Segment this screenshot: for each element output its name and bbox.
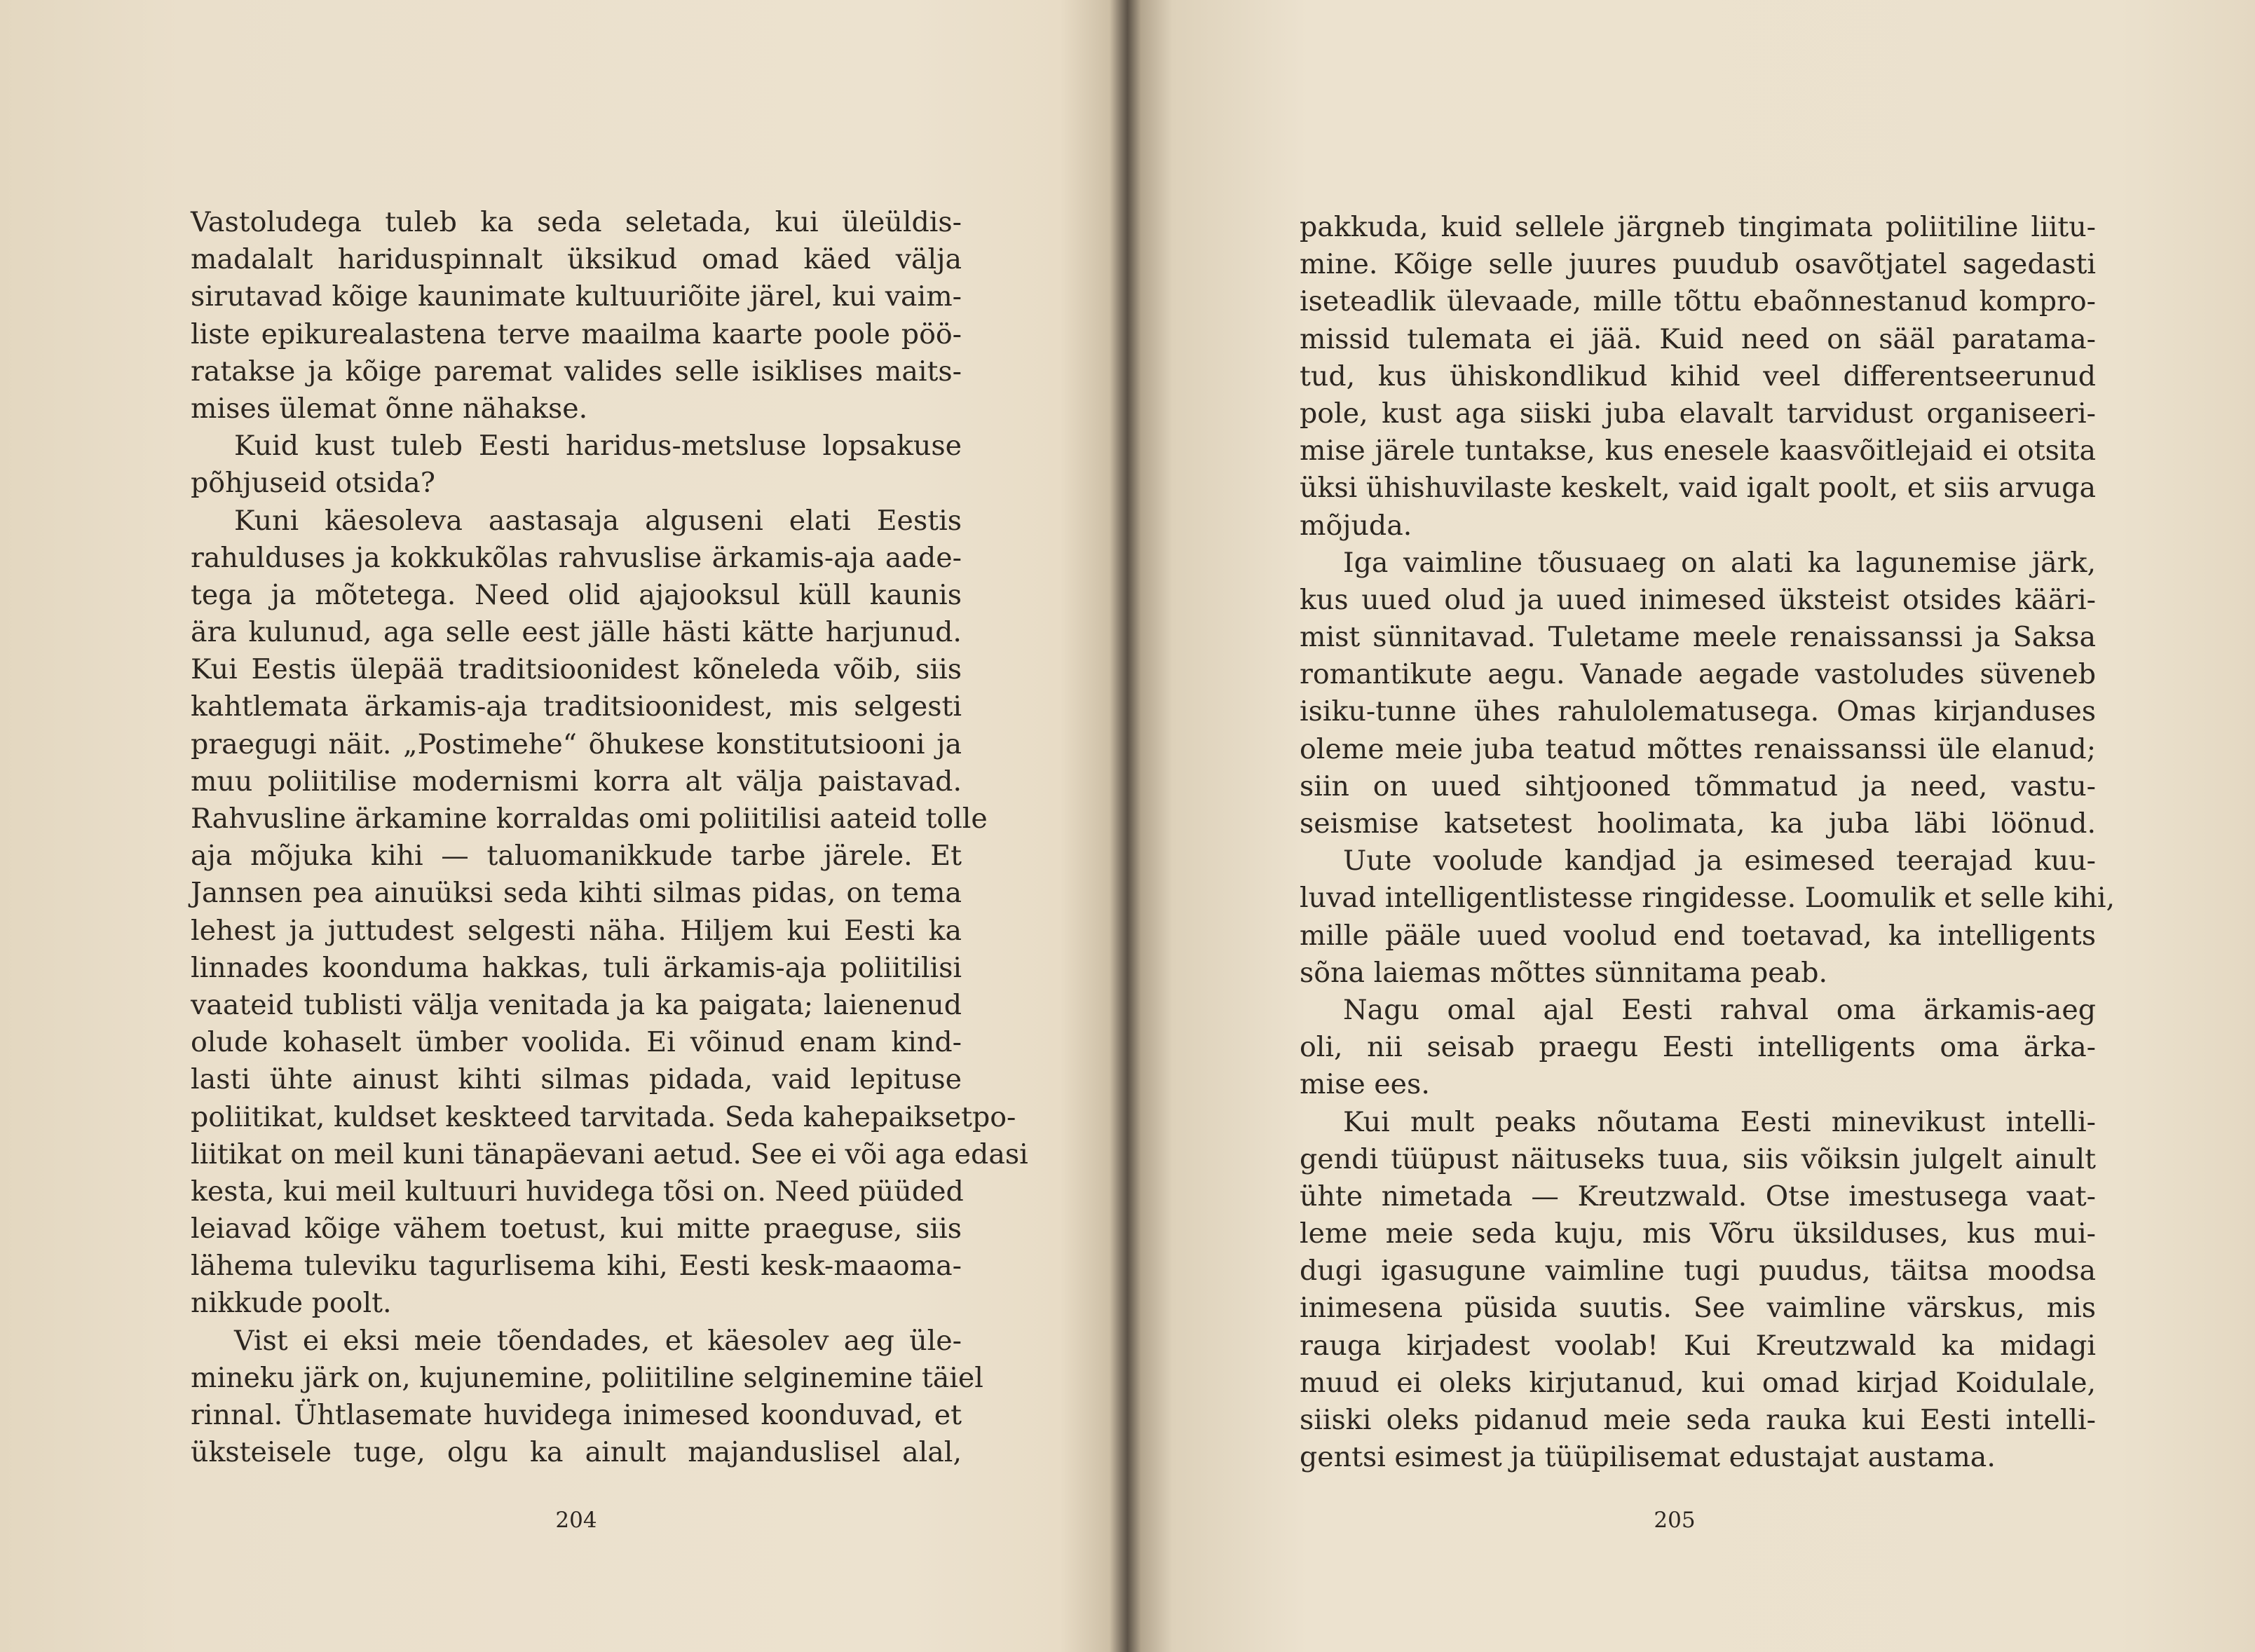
text-line: ühte nimetada — Kreutzwald. Otse imestusega vaat- (1300, 1180, 2096, 1213)
right-page (1126, 0, 2255, 1652)
text-line: lehest ja juttudest selgesti näha. Hiljem kui Eesti ka (191, 914, 962, 947)
text-line: üksteisele tuge, olgu ka ainult majanduslisel alal, (191, 1436, 962, 1469)
text-line: leme meie seda kuju, mis Võru üksilduses, kus mui- (1300, 1217, 2096, 1250)
text-line: sirutavad kõige kaunimate kultuuriõite järel, kui vaim- (191, 280, 962, 313)
text-line: Rahvusline ärkamine korraldas omi poliitilisi aateid tolle (191, 803, 988, 835)
text-line: rahulduses ja kokkukõlas rahvuslise ärkamis-aja aade- (191, 541, 962, 574)
text-line: luvad intelligentlistesse ringidesse. Loomulik et selle kihi, (1300, 882, 2116, 915)
text-line: Kui mult peaks nõutama Eesti minevikust intelli- (1343, 1105, 2096, 1138)
text-line: poliitikat, kuldset keskteed tarvitada. Seda kahepaiksetpo- (191, 1100, 1016, 1133)
text-line: gendi tüüpust näituseks tuua, siis võiksin julgelt ainult (1300, 1142, 2096, 1175)
text-line: vaateid tublisti välja venitada ja ka paigata; laienenud (191, 988, 962, 1021)
text-line: lasti ühte ainust kihti silmas pidada, vaid lepituse (191, 1063, 962, 1096)
text-line: pakkuda, kuid sellele järgneb tingimata poliitiline liitu- (1300, 211, 2096, 243)
right-page-text (1300, 209, 2116, 1476)
text-line: iseteadlik ülevaade, mille tõttu ebaõnnestanud kompro- (1300, 285, 2096, 318)
text-line: oleme meie juba teatud mõttes renaissanssi üle elanud; (1300, 732, 2096, 765)
text-line: gentsi esimest ja tüüpilisemat edustajat austama. (1300, 1441, 1996, 1474)
text-line: Kui Eestis ülepää traditsioonidest kõneleda võib, siis (191, 653, 962, 686)
text-line: siin on uued sihtjooned tõmmatud ja need, vastu- (1300, 770, 2096, 803)
text-line: mise ees. (1300, 1068, 1430, 1101)
page-number: 205 (1654, 1508, 1696, 1533)
text-line: mist sünnitavad. Tuletame meele renaissanssi ja Saksa (1300, 621, 2096, 654)
text-line: isiku-tunne ühes rahulolematusega. Omas kirjanduses (1300, 695, 2096, 728)
text-line: leiavad kõige vähem toetust, kui mitte praeguse, siis (191, 1213, 962, 1245)
text-line: praegugi näit. „Postimehe“ õhukese konstitutsiooni ja (191, 728, 962, 760)
text-line: rinnal. Ühtlasemate huvidega inimesed koonduvad, et (191, 1399, 962, 1431)
text-line: nikkude poolt. (191, 1287, 392, 1320)
text-line: ratakse ja kõige paremat valides selle isiklises maits- (191, 355, 962, 388)
text-line: muud ei oleks kirjutanud, kui omad kirjad Koidulale, (1300, 1366, 2096, 1399)
text-line: Jannsen pea ainuüksi seda kihti silmas pidas, on tema (191, 877, 962, 910)
text-line: mõjuda. (1300, 509, 1412, 542)
text-line: Nagu omal ajal Eesti rahval oma ärkamis-aeg (1343, 993, 2096, 1026)
text-line: oli, nii seisab praegu Eesti intelligents oma ärka- (1300, 1031, 2096, 1064)
text-line: missid tulemata ei jää. Kuid need on sääl paratama- (1300, 322, 2096, 355)
text-line: rauga kirjadest voolab! Kui Kreutzwald ka midagi (1300, 1329, 2096, 1362)
text-line: Kuid kust tuleb Eesti haridus-metsluse lopsakuse (234, 430, 962, 463)
text-line: mises ülemat õnne nähakse. (191, 392, 588, 425)
text-line: mineku järk on, kujunemine, poliitiline selginemine täiel (191, 1361, 983, 1394)
text-line: tega ja mõtetega. Need olid ajajooksul küll kaunis (191, 578, 962, 611)
text-line: kus uued olud ja uued inimesed üksteist otsides kääri- (1300, 583, 2096, 616)
text-line: muu poliitilise modernismi korra alt välja paistavad. (191, 765, 962, 798)
page-number: 204 (555, 1508, 597, 1533)
text-line: liste epikurealastena terve maailma kaarte poole pöö- (191, 318, 962, 350)
text-line: Kuni käesoleva aastasaja alguseni elati Eestis (234, 504, 962, 537)
text-line: sõna laiemas mõttes sünnitama peab. (1300, 956, 1828, 989)
text-line: ära kulunud, aga selle eest jälle hästi kätte harjunud. (191, 616, 962, 649)
text-line: põhjuseid otsida? (191, 467, 435, 500)
text-line: dugi igasugune vaimline tugi puudus, täitsa moodsa (1300, 1255, 2096, 1288)
text-line: tud, kus ühiskondlikud kihid veel differentseerunud (1300, 360, 2096, 392)
text-line: üksi ühishuvilaste keskelt, vaid igalt poolt, et siis arvuga (1300, 472, 2096, 505)
text-line: aja mõjuka kihi — taluomanikkude tarbe järele. Et (191, 840, 962, 873)
text-line: Iga vaimline tõusuaeg on alati ka lagunemise järk, (1343, 546, 2096, 579)
text-line: Vastoludega tuleb ka seda seletada, kui üleüldis- (191, 206, 962, 238)
text-line: olude kohaselt ümber voolida. Ei võinud enam kind- (191, 1026, 962, 1059)
text-line: liitikat on meil kuni tänapäevani aetud. See ei või aga edasi (191, 1138, 1028, 1170)
text-line: mine. Kõige selle juures puudub osavõtjatel sagedasti (1300, 248, 2096, 281)
left-page (0, 0, 1126, 1652)
text-line: Vist ei eksi meie tõendades, et käesolev aeg üle- (234, 1324, 962, 1357)
text-line: romantikute aegu. Vanade aegade vastoludes süveneb (1300, 658, 2096, 691)
left-page-text (191, 204, 1028, 1471)
text-line: Uute voolude kandjad ja esimesed teerajad kuu- (1343, 845, 2096, 878)
text-line: siiski oleks pidanud meie seda rauka kui Eesti intelli- (1300, 1404, 2096, 1436)
text-line: lähema tuleviku tagurlisema kihi, Eesti kesk-maaoma- (191, 1250, 962, 1283)
text-line: mille pääle uued voolud end toetavad, ka intelligents (1300, 919, 2096, 952)
text-line: pole, kust aga siiski juba elavalt tarvidust organiseeri- (1300, 397, 2096, 430)
text-line: seismise katsetest hoolimata, ka juba läbi löönud. (1300, 807, 2096, 840)
text-line: kahtlemata ärkamis-aja traditsioonidest, mis selgesti (191, 690, 962, 723)
text-line: kesta, kui meil kultuuri huvidega tõsi on. Need püüded (191, 1175, 964, 1208)
text-line: inimesena püsida suutis. See vaimline värskus, mis (1300, 1292, 2096, 1325)
text-line: madalalt hariduspinnalt üksikud omad käed välja (191, 243, 962, 276)
text-line: mise järele tuntakse, kus enesele kaasvõitlejaid ei otsita (1300, 435, 2096, 467)
text-line: linnades koonduma hakkas, tuli ärkamis-aja poliitilisi (191, 951, 962, 984)
